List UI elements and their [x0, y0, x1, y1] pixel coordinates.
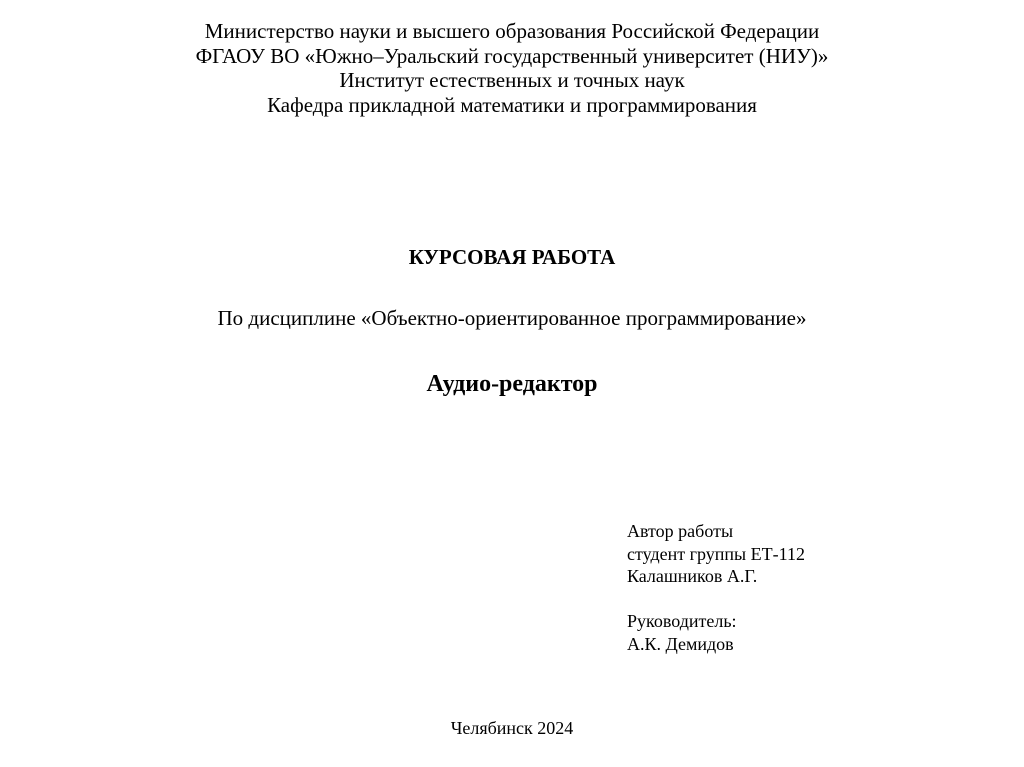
- city-year: Челябинск 2024: [450, 718, 574, 738]
- document-title: Аудио-редактор: [426, 371, 598, 397]
- department-line: Кафедра прикладной математики и программирования: [267, 92, 757, 117]
- spacer: [627, 588, 805, 611]
- author-name: Калашников А.Г.: [627, 566, 758, 586]
- supervisor-name: А.К. Демидов: [627, 633, 734, 654]
- author-label: Автор работы: [627, 521, 734, 541]
- university-line: ФГАОУ ВО «Южно–Уральский государственный университет (НИУ)»: [195, 43, 829, 68]
- author-group: студент группы ЕТ-112: [627, 543, 805, 564]
- institute-line: Институт естественных и точных наук: [339, 68, 685, 92]
- document-type: КУРСОВАЯ РАБОТА: [408, 245, 616, 269]
- discipline-line: По дисциплине «Объектно-ориентированное программирование»: [217, 306, 807, 330]
- authors-block: [627, 520, 805, 655]
- supervisor-label: Руководитель:: [627, 611, 737, 631]
- institution-header: [0, 19, 1024, 117]
- ministry-line: Министерство науки и высшего образования Российской Федерации: [204, 19, 820, 43]
